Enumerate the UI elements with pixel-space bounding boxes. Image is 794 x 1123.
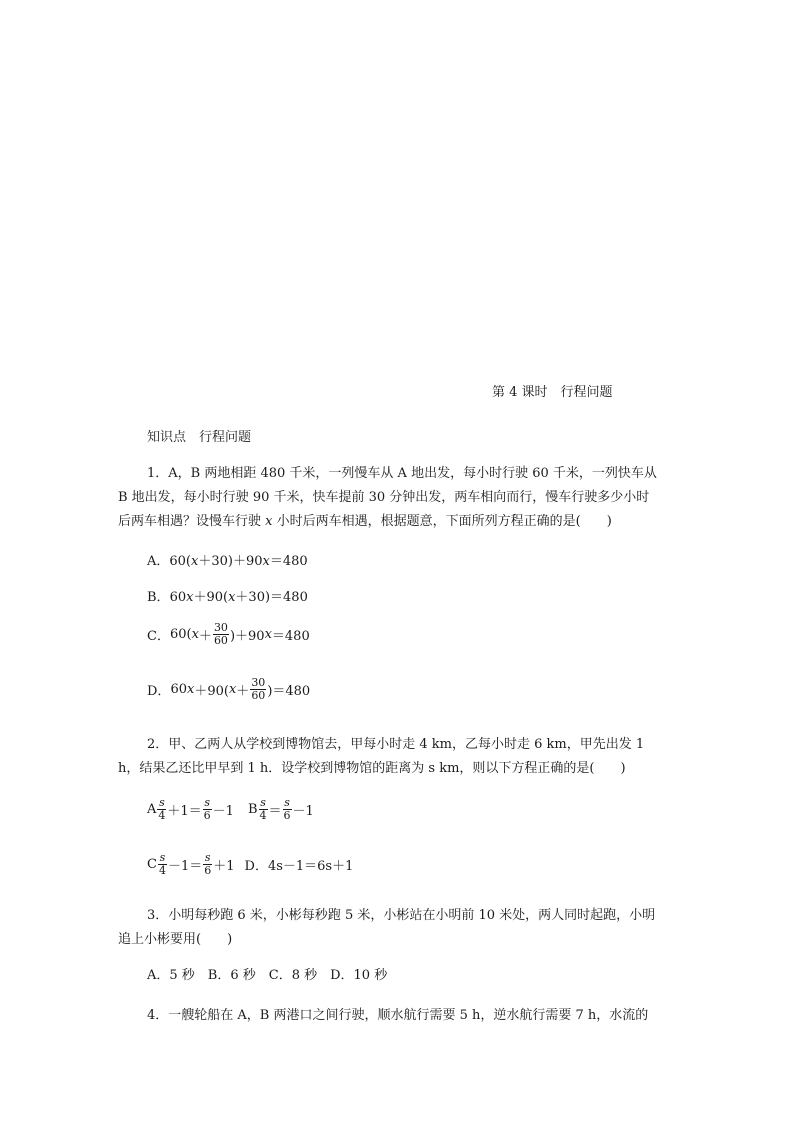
- fraction: $\frac{s}{6}$: [283, 796, 291, 822]
- q1-line2: B 地出发，每小时行驶 90 千米，快车提前 30 分钟出发，两车相向而行，慢车行驶多少小时: [118, 490, 650, 505]
- lesson-title: 第 4 课时 行程问题: [492, 385, 613, 400]
- fraction: $\frac{s}{4}$: [158, 796, 166, 822]
- fraction: $\frac{s}{4}$: [259, 796, 267, 822]
- q3-line2: 追上小彬要用( ): [118, 932, 233, 947]
- q1-option-c: C． 60( x ＋ $\frac{30}{60}$ )＋90 x ＝480: [147, 621, 310, 647]
- fraction: $\frac{30}{60}$: [251, 676, 266, 702]
- q3-options: A．5 秒 B．6 秒 C．8 秒 D．10 秒: [147, 968, 388, 983]
- q2-option-b: B $\frac{s}{4}$ ＝ $\frac{s}{6}$ －1: [247, 796, 314, 822]
- q1-line1: 1．A，B 两地相距 480 千米，一列慢车从 A 地出发，每小时行驶 60 千米，一列快车从: [147, 466, 657, 481]
- q1-option-b: B．60x＋90(x＋30)＝480: [147, 590, 308, 605]
- fraction: $\frac{30}{60}$: [213, 621, 228, 647]
- q4-line1: 4．一艘轮船在 A，B 两港口之间行驶，顺水航行需要 5 h，逆水航行需要 7 h，水流的: [147, 1008, 649, 1023]
- q2-option-d: D．4s－1＝6s＋1: [244, 859, 354, 874]
- fraction: $\frac{s}{6}$: [203, 796, 211, 822]
- q2-line1: 2．甲、乙两人从学校到博物馆去，甲每小时走 4 km，乙每小时走 6 km，甲先出发 1: [147, 737, 645, 752]
- section-heading: 知识点 行程问题: [147, 430, 252, 445]
- q1-option-a: A．60(x＋30)＋90x＝480: [147, 554, 308, 569]
- q3-line1: 3．小明每秒跑 6 米，小彬每秒跑 5 米，小彬站在小明前 10 米处，两人同时起跑，小明: [147, 908, 656, 923]
- q2-line2: h，结果乙还比甲早到 1 h．设学校到博物馆的距离为 s km，则以下方程正确的是( ): [118, 761, 626, 776]
- q2-option-a: A $\frac{s}{4}$ ＋1＝ $\frac{s}{6}$ －1 B $\frac{s}{4}$ ＝ $\frac{s}{6}$ －1: [147, 796, 314, 822]
- fraction: $\frac{s}{6}$: [204, 851, 212, 877]
- fraction: $\frac{s}{4}$: [158, 851, 166, 877]
- q1-line3: 后两车相遇？设慢车行驶 x 小时后两车相遇，根据题意，下面所列方程正确的是( ): [118, 514, 612, 529]
- q1-option-d: D． 60 x ＋90( x ＋ $\frac{30}{60}$ )＝480: [147, 676, 311, 702]
- q2-option-c: C $\frac{s}{4}$ －1＝ $\frac{s}{6}$ ＋1 D．4s－1＝6s＋1: [147, 851, 354, 877]
